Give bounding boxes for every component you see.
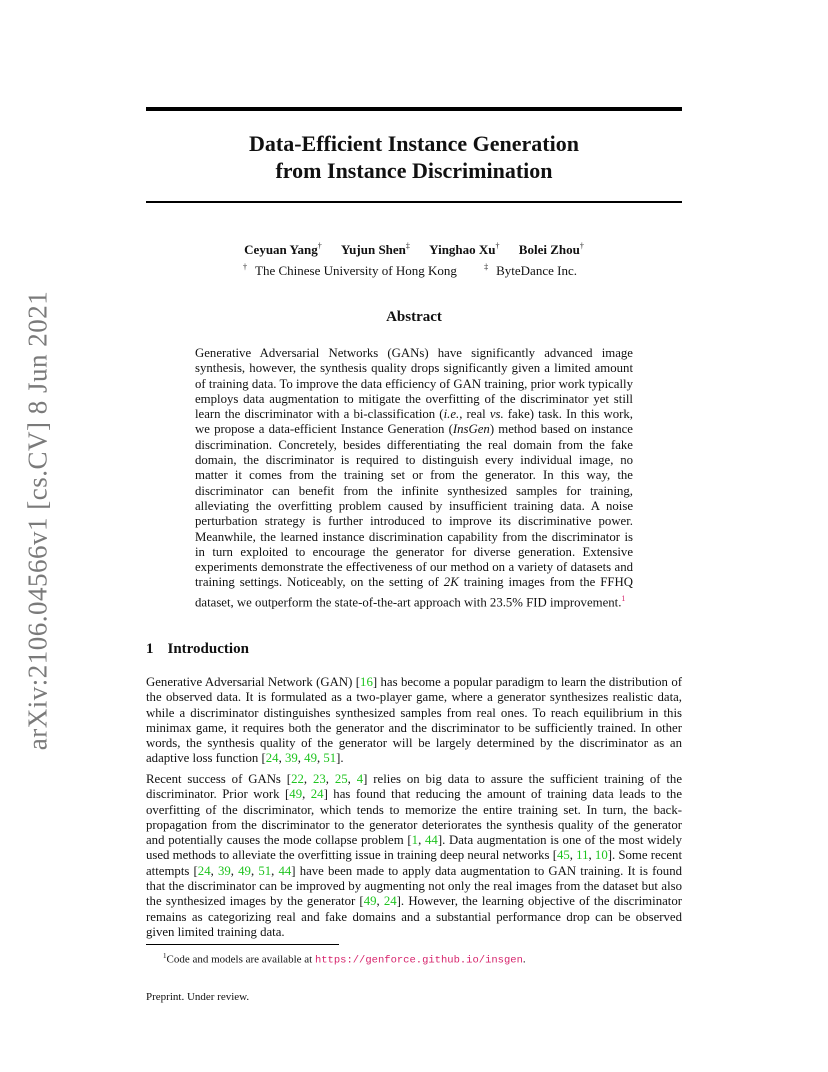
citation-link[interactable]: 51 (323, 751, 337, 766)
citation-link[interactable]: 49 (238, 863, 251, 878)
author-block (146, 238, 682, 279)
title-bottom-rule (146, 201, 682, 203)
preprint-note: Preprint. Under review. (146, 991, 250, 1003)
citation-link[interactable]: 1 (411, 833, 419, 848)
citation-link[interactable]: 4 (356, 772, 364, 786)
section-heading: 1 Introduction (146, 641, 249, 657)
affiliation: ‡ ByteDance Inc. (484, 262, 577, 278)
citation-link[interactable]: 39 (284, 751, 298, 766)
citation-link[interactable]: 49 (363, 894, 377, 909)
citation-link[interactable]: 24 (265, 751, 279, 766)
author: Yujun Shen‡ (340, 242, 410, 258)
citation-link[interactable]: 10 (594, 848, 608, 863)
arxiv-stamp: arXiv:2106.04566v1 [cs.CV] 8 Jun 2021 (22, 290, 53, 751)
citation-link[interactable]: 11 (576, 848, 589, 863)
abstract-heading: Abstract (386, 309, 442, 325)
citation-list: 49, 24 (289, 787, 324, 802)
title-top-rule (146, 107, 682, 111)
citation-link[interactable]: 24 (197, 863, 211, 878)
paper-title (146, 130, 682, 184)
author: Ceyuan Yang† (244, 242, 322, 258)
affiliations (146, 258, 682, 278)
title-line-1: Data-Efficient Instance Generation (249, 131, 579, 156)
affiliation: † The Chinese University of Hong Kong (243, 262, 457, 278)
citation-link[interactable]: 44 (425, 833, 438, 848)
citation-link[interactable]: 24 (383, 894, 397, 909)
footnote-link[interactable]: 1 (621, 593, 626, 603)
author-names (146, 238, 682, 258)
intro-paragraph-1: Generative Adversarial Network (GAN) [16] has become a popular paradigm to learn the distribution of the observed data. It is formulated as a two-player game, where a generator synthesizes realistic data, while a discriminator distinguishes synthesized samples from real ones. To reach equilibrium in this minimax game, it requires both the generator and the discriminator to be sufficiently trained. In other words, the synthesis quality of the generator will be largely determined by the discriminator as an adaptive loss function [24, 39, 49, 51]. (146, 675, 682, 766)
citation-link[interactable]: 16 (360, 675, 373, 689)
citation-link[interactable]: 44 (278, 863, 292, 878)
citation-list: 24, 39, 49, 51, 44 (197, 863, 292, 878)
footnote-rule (146, 944, 339, 945)
citation-link[interactable]: 23 (312, 772, 326, 786)
citation-link[interactable]: 24 (310, 787, 324, 802)
citation-link[interactable]: 49 (289, 787, 303, 802)
citation-link[interactable]: 25 (334, 772, 348, 786)
citation-list: 1, 44 (411, 833, 438, 848)
author: Yinghao Xu† (429, 242, 500, 258)
footnote: $^1$Code and models are available at https://genforce.github.io/insgen. (163, 952, 526, 967)
citation-list: 22, 23, 25, 4 (291, 772, 364, 786)
citation-list: 49, 24 (363, 894, 397, 909)
citation-list: 45, 11, 10 (556, 848, 608, 863)
author: Bolei Zhou† (518, 242, 584, 258)
citation-list: 24, 39, 49, 51 (265, 751, 337, 766)
citation-link[interactable]: 39 (217, 863, 231, 878)
citation-link[interactable]: 49 (304, 751, 317, 766)
code-url-link[interactable]: https://genforce.github.io/insgen (314, 954, 523, 967)
abstract-text: Generative Adversarial Networks (GANs) have significantly advanced image synthesis, however, the synthesis quality drops significantly given a limited amount of training data. To improve the data efficiency of GAN training, prior work typically employs data augmentation to mitigate the overfitting of the discriminator yet still learn the discriminator with a bi-classification (i.e., real vs. fake) task. In this work, we propose a data-efficient Instance Generation (InsGen) method based on instance discrimination. Concretely, besides differentiating the real domain from the fake domain, the discriminator is required to distinguish every individual image, no matter it comes from the training set or from the generator. In this way, the discriminator can benefit from the infinite synthesized samples for training, alleviating the overfitting problem caused by insufficient training data. A noise perturbation strategy is further introduced to improve its discriminative power. Meanwhile, the learned instance discrimination capability from the discriminator is in turn exploited to encourage the generator for diverse generation. Extensive experiments demonstrate the effectiveness of our method on a variety of datasets and training settings. Noticeably, on the setting of 2K training images from the FFHQ dataset, we outperform the state-of-the-art approach with 23.5% FID improvement.$^1$ (195, 346, 633, 610)
citation-link[interactable]: 22 (291, 772, 304, 786)
intro-paragraph-2: Recent success of GANs [22, 23, 25, 4] relies on big data to assure the sufficient training of the discriminator. Prior work [49, 24] has found that reducing the amount of training data leads to the overfitting of the discriminator, which tends to memorize the entire training set. In turn, the back-propagation from the discriminator to the generator deteriorates the synthesis quality of the generator and potentially causes the mode collapse problem [1, 44]. Data augmentation is one of the most widely used methods to alleviate the overfitting issue in training deep neural networks [45, 11, 10]. Some recent attempts [24, 39, 49, 51, 44] have been made to apply data augmentation to GAN training. It is found that the discriminator can be improved by augmenting not only the real images from the dataset but also the synthesized images by the generator [49, 24]. However, the learning objective of the discriminator remains as categorizing real and fake domains and a substantial performance drop can be observed given limited training data. (146, 772, 683, 939)
citation-link[interactable]: 45 (556, 848, 570, 863)
citation-link[interactable]: 51 (258, 863, 272, 878)
title-line-2: from Instance Discrimination (275, 158, 553, 183)
